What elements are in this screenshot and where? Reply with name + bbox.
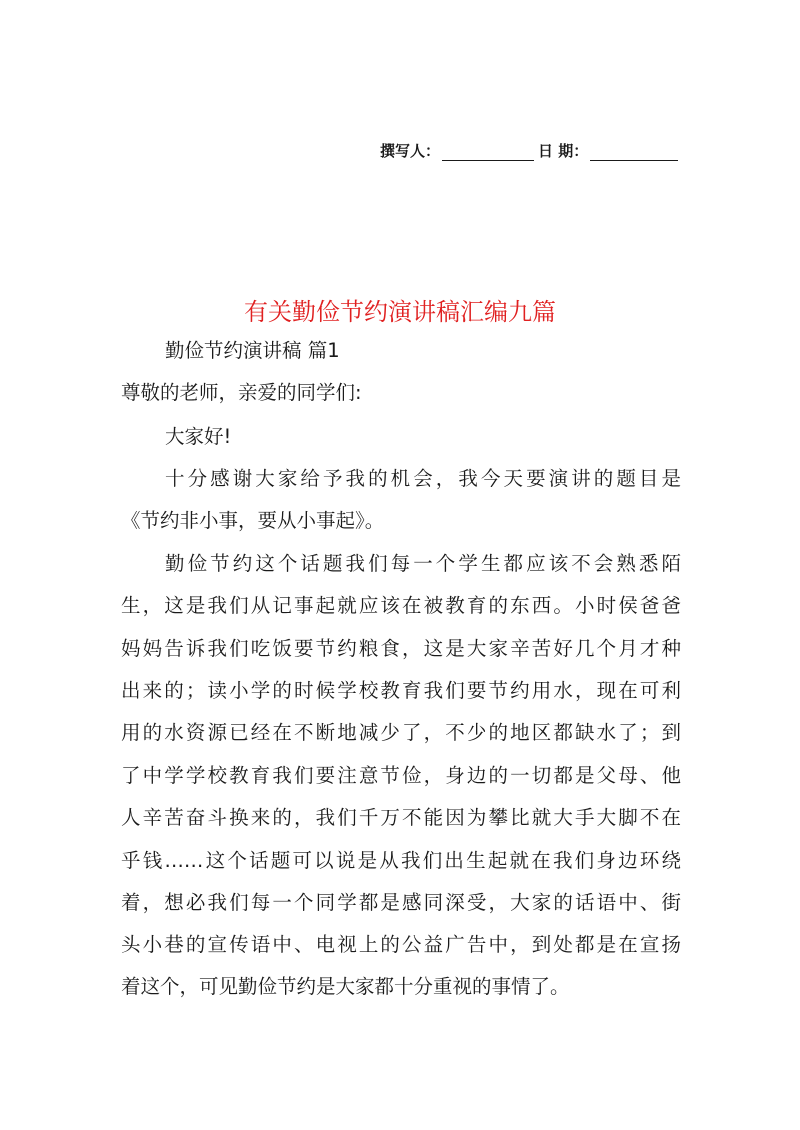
paragraph-line: 头小巷的宣传语中、电视上的公益广告中，到处都是在宣扬 [121,933,681,956]
paragraph-line: 乎钱……这个话题可以说是从我们出生起就在我们身边环绕 [121,849,681,872]
paragraph-line: 出来的；读小学的时候学校教育我们要节约用水，现在可利 [121,679,681,702]
paragraph-line: 了中学学校教育我们要注意节俭，身边的一切都是父母、他 [121,764,681,787]
document-title: 有关勤俭节约演讲稿汇编九篇 [244,298,556,326]
paragraph-line: 妈妈告诉我们吃饭要节约粮食，这是大家辛苦好几个月才种 [121,637,681,660]
paragraph-line: 着这个，可见勤俭节约是大家都十分重视的事情了。 [121,975,570,998]
greeting: 大家好! [165,425,232,448]
paragraph-line: 人辛苦奋斗换来的，我们千万不能因为攀比就大手大脚不在 [121,806,681,829]
salutation: 尊敬的老师，亲爱的同学们: [121,381,362,404]
paragraph-line: 勤俭节约这个话题我们每一个学生都应该不会熟悉陌 [165,552,681,575]
section-heading: 勤俭节约演讲稿 篇1 [165,339,340,362]
date-blank-field [590,146,678,161]
paragraph-line: 《节约非小事，要从小事起》。 [121,509,385,532]
author-date-line [380,140,680,161]
author-blank-field [442,146,534,161]
paragraph-line: 生，这是我们从记事起就应该在被教育的东西。小时侯爸爸 [121,594,681,617]
paragraph-line: 用的水资源已经在不断地减少了，不少的地区都缺水了；到 [121,721,681,744]
date-label: 日 期： [538,142,589,160]
author-label: 撰写人： [380,142,441,160]
paragraph-line: 着，想必我们每一个同学都是感同深受，大家的话语中、街 [121,891,681,914]
paragraph-line: 十分感谢大家给予我的机会，我今天要演讲的题目是 [165,467,681,490]
